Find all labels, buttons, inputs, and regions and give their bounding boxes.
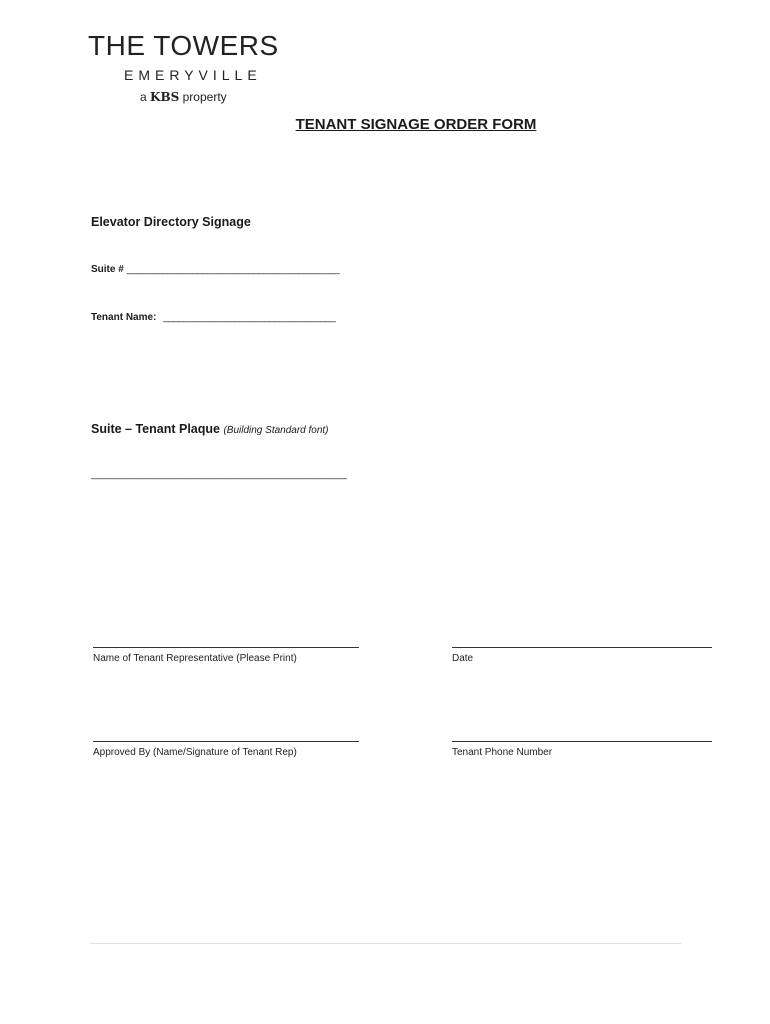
footer-divider [90, 943, 681, 944]
approved-by-caption: Approved By (Name/Signature of Tenant Rep) [93, 747, 297, 758]
logo-tagline [140, 90, 227, 104]
rep-name-line[interactable] [93, 647, 359, 648]
phone-line[interactable] [452, 741, 712, 742]
elevator-section-heading: Elevator Directory Signage [91, 215, 251, 229]
suite-field [91, 264, 339, 275]
form-title-text: TENANT SIGNAGE ORDER FORM [295, 116, 537, 133]
date-line[interactable] [452, 647, 712, 648]
logo-tag-brand: KBS [150, 90, 180, 104]
tenant-name-input-line[interactable]: __________________________________ [163, 312, 336, 323]
logo-title: THE TOWERS [88, 30, 279, 61]
rep-name-caption: Name of Tenant Representative (Please Print) [93, 653, 297, 664]
plaque-section-heading [91, 422, 329, 436]
date-caption: Date [452, 653, 474, 664]
form-title [0, 116, 770, 133]
tenant-name-field [91, 312, 335, 323]
plaque-font-note: (Building Standard font) [223, 425, 329, 436]
logo-subtitle: EMERYVILLE [124, 67, 262, 83]
plaque-input-line[interactable]: ______________________________________________ [91, 469, 347, 480]
logo-tag-prefix: a [140, 90, 147, 104]
approved-by-line[interactable] [93, 741, 359, 742]
suite-input-line[interactable]: __________________________________________ [126, 264, 340, 275]
logo-tag-suffix: property [182, 90, 227, 104]
tenant-name-label: Tenant Name: [91, 312, 157, 323]
suite-label: Suite # [91, 264, 124, 275]
plaque-heading-text: Suite – Tenant Plaque [91, 422, 220, 436]
phone-caption: Tenant Phone Number [452, 747, 553, 758]
